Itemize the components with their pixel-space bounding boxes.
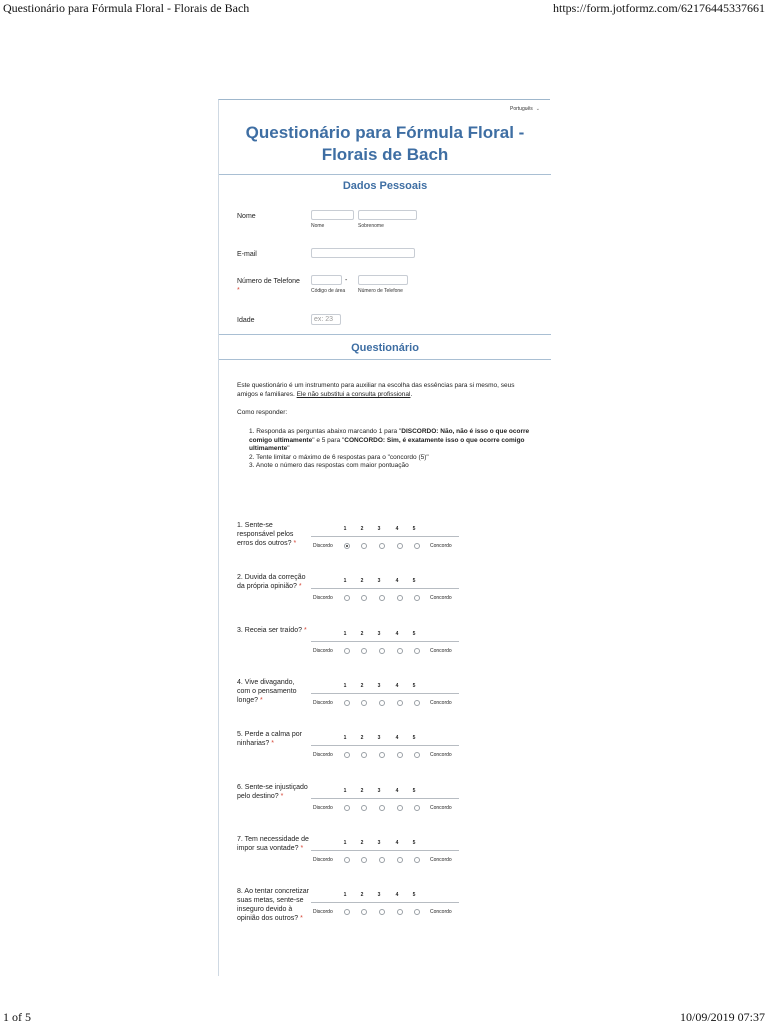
area-code-input[interactable] (311, 275, 342, 285)
scale-number: 5 (412, 578, 416, 585)
rating-radio-4[interactable] (397, 805, 403, 811)
language-selector[interactable] (510, 106, 540, 112)
question-row (219, 521, 551, 573)
question-text: 1. Sente-se responsável pelos erros dos outros? (237, 522, 294, 547)
scale-number: 1 (343, 526, 347, 532)
age-label: Idade (237, 317, 255, 324)
question-text: 8. Ao tentar concretizar suas metas, sente-se inseguro devido à opinião dos outros? (237, 888, 309, 923)
phone-number-sublabel: Número de Telefone (358, 288, 403, 294)
scale-number: 2 (360, 839, 364, 846)
scale-divider (311, 902, 459, 903)
scale-number: 2 (360, 578, 364, 585)
rating-radio-4[interactable] (397, 752, 403, 758)
scale-number: 4 (395, 735, 399, 742)
step1-agree: CONCORDO: Sim, é exatamente isso o que ocorre comigo ultimamente (249, 436, 525, 452)
scale-number: 5 (412, 735, 416, 742)
scale-left-label: Discordo (313, 543, 333, 549)
scale-number: 5 (412, 630, 416, 637)
scale-number: 5 (412, 682, 416, 689)
rating-radio-4[interactable] (397, 909, 403, 915)
print-datetime: 10/09/2019 07:37 (679, 1010, 765, 1024)
scale-divider (311, 588, 459, 589)
scale-number: 1 (343, 787, 347, 794)
rating-radio-2[interactable] (361, 543, 367, 549)
scale-number: 5 (412, 839, 416, 846)
question-row (219, 783, 551, 835)
scale-number: 2 (360, 787, 364, 794)
section-divider (219, 334, 551, 335)
required-marker: * (293, 540, 297, 547)
scale-number: 1 (343, 578, 347, 585)
required-marker: * (300, 915, 303, 923)
required-marker: * (300, 844, 304, 852)
step3-text: Anote o número das respostas com maior pontuação (255, 462, 409, 469)
scale-left-label: Discordo (313, 909, 333, 916)
print-page-title: Questionário para Fórmula Floral - Florais de Bach (3, 1, 250, 15)
name-label: Nome (237, 213, 256, 220)
rating-radio-5[interactable] (414, 648, 420, 654)
rating-radio-5[interactable] (414, 700, 420, 706)
question-text: 7. Tem necessidade de impor sua vontade? (237, 835, 309, 852)
scale-number: 2 (360, 892, 364, 899)
rating-radio-5[interactable] (414, 909, 420, 915)
question-label (237, 573, 309, 591)
rating-radio-1[interactable] (344, 543, 350, 549)
rating-radio-3[interactable] (379, 909, 385, 915)
rating-radio-1[interactable] (344, 805, 350, 811)
step1-c: " e 5 para " (312, 436, 345, 444)
question-row (219, 678, 551, 730)
rating-radio-1[interactable] (344, 857, 350, 863)
scale-number: 3 (377, 787, 381, 794)
rating-radio-3[interactable] (379, 752, 385, 758)
scale-divider (311, 850, 459, 851)
print-header (0, 1, 768, 17)
scale-number: 1 (343, 892, 347, 899)
required-marker: * (303, 626, 307, 634)
question-text: 2. Duvida da correção da própria opinião? (237, 574, 306, 591)
required-marker: * (259, 696, 263, 704)
scale-number: 3 (377, 892, 381, 899)
rating-radio-2[interactable] (361, 700, 367, 706)
question-row (219, 730, 551, 782)
rating-radio-5[interactable] (414, 543, 420, 549)
scale-number: 4 (395, 578, 399, 585)
intro-text: Este questionário é um instrumento para auxiliar na escolha das essências para si mesmo, seus amigos e familiares. (237, 382, 515, 398)
scale-divider (311, 798, 459, 799)
scale-number: 2 (360, 630, 364, 637)
scale-left-label: Discordo (313, 752, 333, 759)
question-row (219, 573, 551, 625)
intro-period: . (410, 391, 413, 398)
rating-radio-4[interactable] (397, 543, 403, 549)
phone-number-input[interactable] (358, 275, 408, 285)
scale-right-label: Concordo (430, 909, 452, 916)
form-title-line2: Florais de Bach (321, 145, 449, 164)
scale-right-label: Concordo (430, 647, 452, 654)
scale-number: 4 (395, 526, 399, 532)
section-title-questionnaire: Questionário (351, 342, 419, 354)
rating-radio-1[interactable] (344, 752, 350, 758)
scale-number: 5 (412, 526, 416, 532)
scale-number: 4 (395, 787, 399, 794)
print-page-url: https://form.jotformz.com/62176445337661 (553, 1, 765, 15)
question-text: 5. Perde a calma por ninharias? (237, 731, 302, 748)
area-code-sublabel: Código de área (311, 288, 346, 294)
rating-radio-2[interactable] (361, 805, 367, 811)
rating-radio-5[interactable] (414, 805, 420, 811)
email-input[interactable] (311, 248, 415, 258)
language-label: Português (510, 106, 533, 112)
scale-left-label: Discordo (313, 647, 333, 654)
question-row (219, 887, 551, 939)
scale-number: 3 (377, 526, 381, 532)
scale-number: 5 (412, 892, 416, 899)
scale-number: 3 (377, 735, 381, 742)
scale-number: 3 (377, 839, 381, 846)
scale-number: 3 (377, 682, 381, 689)
phone-label-text: Número de Telefone (237, 278, 300, 285)
print-footer (0, 1010, 768, 1024)
rating-radio-3[interactable] (379, 857, 385, 863)
rating-radio-1[interactable] (344, 648, 350, 654)
instruction-step-3: 3. Anote o número das respostas com maior pontuação (249, 462, 409, 469)
last-name-input[interactable] (358, 210, 417, 220)
question-text: 6. Sente-se injustiçado pelo destino? (237, 783, 308, 800)
scale-number: 4 (395, 892, 399, 899)
scale-divider (311, 745, 459, 746)
scale-number: 4 (395, 839, 399, 846)
rating-radio-4[interactable] (397, 648, 403, 654)
rating-radio-4[interactable] (397, 700, 403, 706)
step1-disagree: DISCORDO: Não, não é isso o que ocorre comigo ultimamente (249, 428, 530, 444)
required-marker: * (237, 287, 240, 294)
scale-right-label: Concordo (430, 752, 452, 759)
rating-radio-3[interactable] (379, 805, 385, 811)
scale-number: 3 (377, 578, 381, 585)
question-label (237, 626, 309, 635)
scale-left-label: Discordo (313, 595, 333, 602)
scale-number: 2 (360, 735, 364, 742)
rating-radio-1[interactable] (344, 700, 350, 706)
instructions-list (249, 428, 539, 471)
rating-radio-2[interactable] (361, 595, 367, 601)
scale-number: 2 (360, 682, 364, 689)
scale-number: 1 (343, 839, 347, 846)
first-name-sublabel: Nome (311, 223, 325, 229)
age-input[interactable]: ex: 23 (311, 314, 341, 325)
scale-right-label: Concordo (430, 856, 452, 863)
step1-a: Responda as perguntas abaixo marcando 1 para " (256, 428, 402, 435)
phone-label (237, 277, 309, 295)
scale-divider (311, 641, 459, 642)
instruction-step-2: 2. Tente limitar o máximo de 6 respostas para o "concordo (5)" (249, 453, 429, 461)
question-text: 4. Vive divagando, com o pensamento longe? (237, 678, 297, 704)
last-name-sublabel: Sobrenome (358, 223, 384, 229)
instruction-step-1: 1. Responda as perguntas abaixo marcando 1 para "DISCORDO: Não, não é isso o que ocorre comigo ultimamente" e 5 para "CONCORDO: Sim, é exatamente isso o que ocorre comigo ultimamente" (249, 428, 530, 452)
phone-dash: - (345, 277, 348, 284)
question-label (237, 835, 309, 853)
rating-radio-5[interactable] (414, 857, 420, 863)
scale-right-label: Concordo (430, 804, 452, 811)
rating-radio-3[interactable] (379, 700, 385, 706)
question-label (237, 887, 309, 923)
chevron-down-icon: ⌄ (535, 106, 540, 112)
scale-number: 5 (412, 787, 416, 794)
rating-radio-3[interactable] (379, 595, 385, 601)
question-row (219, 835, 551, 887)
first-name-input[interactable] (311, 210, 354, 220)
scale-number: 1 (343, 735, 347, 742)
rating-radio-1[interactable] (344, 909, 350, 915)
rating-radio-5[interactable] (414, 752, 420, 758)
scale-number: 4 (395, 682, 399, 689)
rating-radio-4[interactable] (397, 857, 403, 863)
rating-radio-4[interactable] (397, 595, 403, 601)
question-label (237, 730, 309, 748)
rating-radio-2[interactable] (361, 752, 367, 758)
scale-number: 3 (377, 630, 381, 637)
step2-text: Tente limitar o máximo de 6 respostas para o "concordo (5)" (256, 453, 429, 461)
scale-number: 4 (395, 630, 399, 637)
form-title (219, 122, 551, 166)
question-text: 3. Receia ser traído? (237, 626, 302, 634)
section-divider (219, 174, 551, 175)
scale-number: 2 (360, 526, 364, 532)
form-title-line1: Questionário para Fórmula Floral - (245, 123, 525, 142)
rating-radio-5[interactable] (414, 595, 420, 601)
required-marker: * (298, 583, 302, 591)
scale-number: 1 (343, 682, 347, 689)
rating-radio-2[interactable] (361, 857, 367, 863)
section-title-personal: Dados Pessoais (342, 180, 428, 192)
question-label (237, 783, 309, 801)
rating-radio-3[interactable] (379, 648, 385, 654)
required-marker: * (271, 740, 274, 748)
question-label (237, 678, 309, 705)
scale-left-label: Discordo (313, 699, 333, 706)
question-row (219, 626, 551, 678)
how-to-heading: Como responder: (237, 409, 288, 416)
scale-right-label: Concordo (430, 699, 452, 706)
scale-right-label: Concordo (430, 543, 452, 549)
intro-disclaimer: Ele não substitui a consulta profissional (296, 391, 411, 398)
scale-left-label: Discordo (313, 804, 333, 811)
required-marker: * (280, 792, 284, 800)
scale-right-label: Concordo (430, 595, 452, 602)
intro-paragraph (237, 381, 537, 399)
step1-e: " (287, 445, 290, 452)
rating-radio-2[interactable] (361, 909, 367, 915)
scale-number: 1 (343, 630, 347, 637)
rating-radio-3[interactable] (379, 543, 385, 549)
scale-divider (311, 536, 459, 537)
rating-radio-2[interactable] (361, 648, 367, 654)
scale-divider (311, 693, 459, 694)
question-label (237, 521, 309, 548)
rating-radio-1[interactable] (344, 595, 350, 601)
print-page-number: 1 of 5 (3, 1010, 31, 1024)
section-divider (219, 359, 551, 360)
form-card (218, 99, 550, 976)
email-label: E-mail (237, 251, 257, 258)
scale-left-label: Discordo (313, 856, 333, 863)
